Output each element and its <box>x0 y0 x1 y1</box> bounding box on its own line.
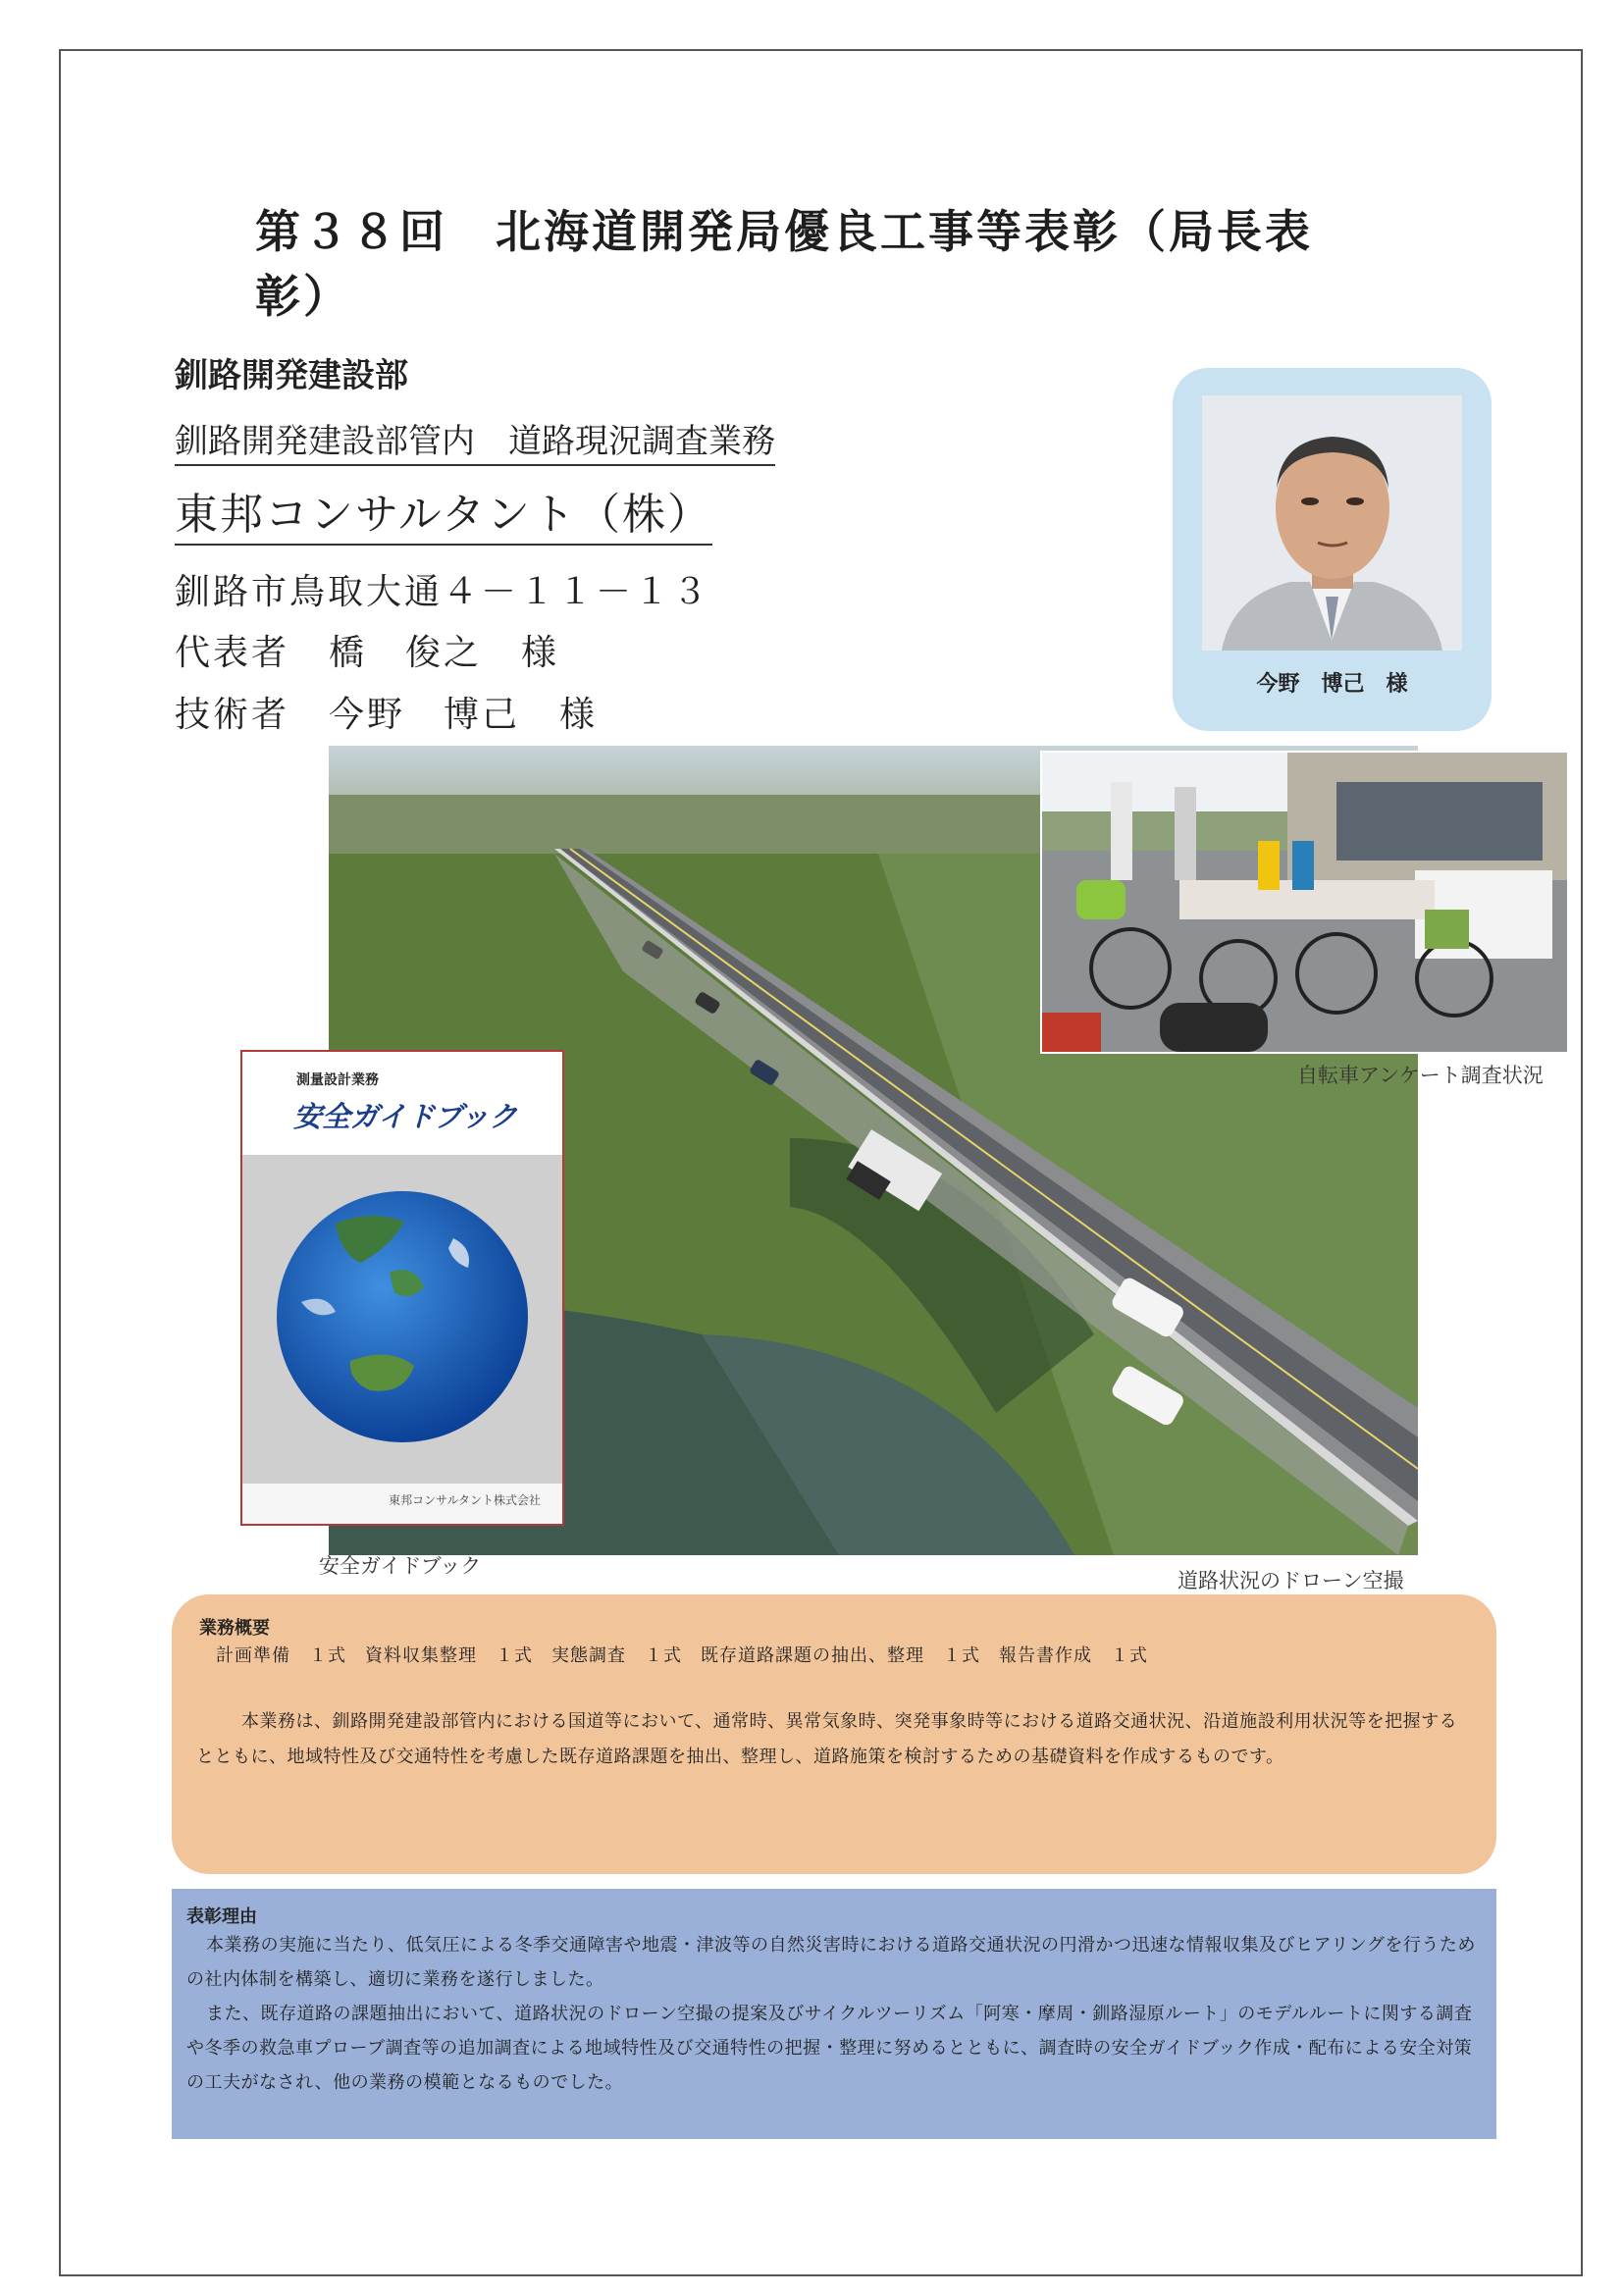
summary-heading: 業務概要 <box>199 1618 270 1639</box>
guidebook-title: 安全ガイドブック <box>293 1100 518 1133</box>
portrait-card <box>1173 368 1492 731</box>
summary-items: 計画準備 １式 資料収集整理 １式 実態調査 １式 既存道路課題の抽出、整理 １式 報告書作成 １式 <box>216 1645 1148 1666</box>
bicycle-survey-photo <box>1040 751 1569 1054</box>
guidebook-caption: 安全ガイドブック <box>319 1554 482 1578</box>
engineer-label: 技術者 <box>175 695 290 735</box>
award-reason-box <box>172 1889 1496 2139</box>
portrait-photo <box>1202 395 1462 651</box>
reason-paragraph-1: 本業務の実施に当たり、低気圧による冬季交通障害や地震・津波等の自然災害時における道路交通状況の円滑かつ迅速な情報収集及びヒアリングを行うための社内体制を構築し、適切に業務を遂行しました。 <box>186 1935 1476 1990</box>
guidebook-subtitle: 測量設計業務 <box>296 1072 379 1088</box>
work-summary-box <box>172 1594 1496 1874</box>
guidebook-globe-area <box>242 1155 562 1484</box>
engineer-honorific: 様 <box>559 695 599 735</box>
engineer-line <box>175 687 598 737</box>
company-address: 釧路市鳥取大通４－１１－１３ <box>175 572 711 612</box>
page-title: 第３８回 北海道開発局優良工事等表彰（局長表彰） <box>255 205 1313 323</box>
reason-heading: 表彰理由 <box>186 1906 257 1927</box>
safety-guidebook-cover <box>240 1050 564 1526</box>
project-name: 釧路開発建設部管内 道路現況調査業務 <box>175 414 775 466</box>
reason-body <box>186 1928 1484 2100</box>
globe-icon <box>242 1155 562 1484</box>
guidebook-publisher: 東邦コンサルタント株式会社 <box>389 1493 541 1507</box>
portrait-caption: 今野 博己 様 <box>1256 672 1408 697</box>
department-name: 釧路開発建設部 <box>175 356 408 395</box>
representative-honorific: 様 <box>521 633 560 673</box>
guidebook-header <box>242 1052 562 1155</box>
reason-paragraph-2: また、既存道路の課題抽出において、道路状況のドローン空撮の提案及びサイクルツーリズム「阿寒・摩周・釧路湿原ルート」のモデルルートに関する調査や冬季の救急車プローブ調査等の追加調査による地域特性及び交通特性の把握・整理に努めるとともに、調査時の安全ガイドブック作成・配布による安全対策の工夫がなされ、他の業務の模範となるものでした。 <box>186 2004 1473 2093</box>
drone-photo-caption: 道路状況のドローン空撮 <box>1178 1569 1404 1592</box>
company-name: 東邦コンサルタント（株） <box>175 479 712 546</box>
representative-line <box>175 625 559 675</box>
bicycle-photo-caption: 自転車アンケート調査状況 <box>1297 1064 1544 1087</box>
engineer-name: 今野 博己 <box>329 695 521 735</box>
representative-label: 代表者 <box>175 633 290 673</box>
representative-name: 橋 俊之 <box>329 633 483 673</box>
summary-body: 本業務は、釧路開発建設部管内における国道等において、通常時、異常気象時、突発事象時等における道路交通状況、沿道施設利用状況等を把握するとともに、地域特性及び交通特性を考慮した既存道路課題を抽出、整理し、道路施策を検討するための基礎資料を作成するものです。 <box>196 1711 1458 1767</box>
